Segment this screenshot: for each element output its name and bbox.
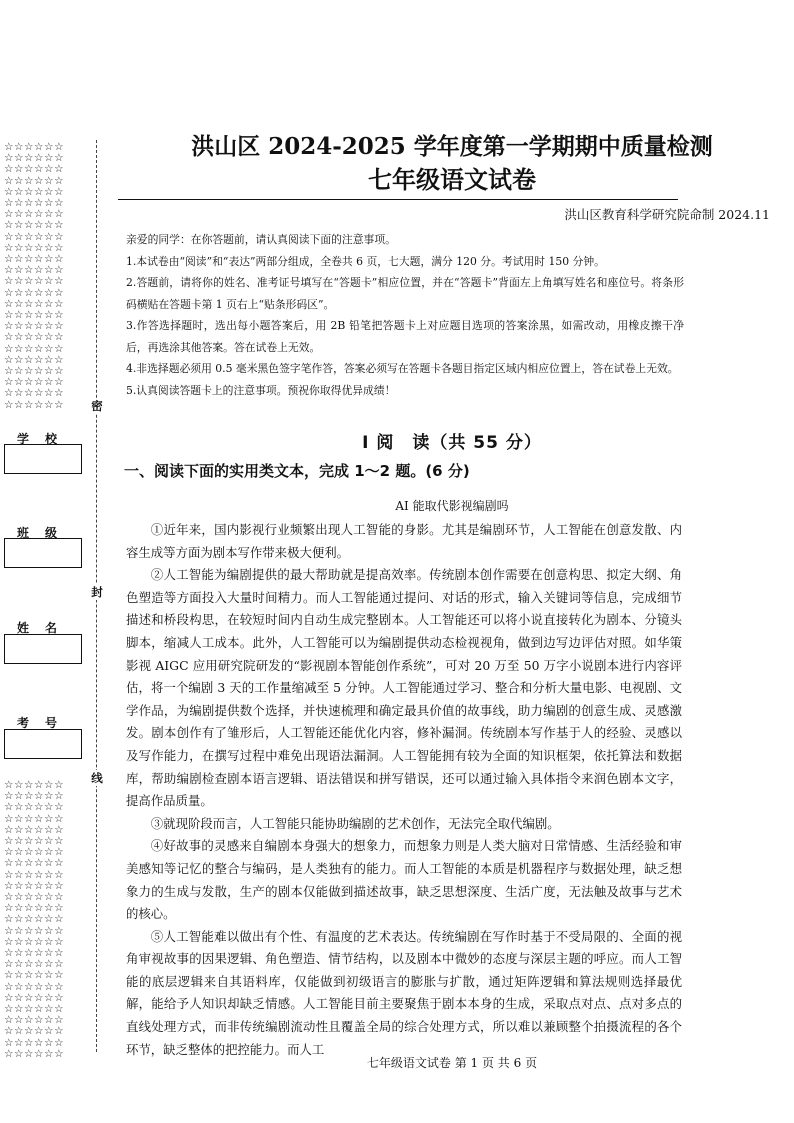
article-paragraph: ③就现阶段而言，人工智能只能协助编剧的艺术创作，无法完全取代编剧。 [150,815,560,831]
exam-number-label: 考号 [16,716,73,730]
article-paragraph: ②人工智能为编剧提供的最大帮助就是提高效率。传统剧本创作需要在创意构思、拟定大纲、角色塑造等方面投入大量时间精力。而人工智能通过提问、对话的形式，输入关键词等信息，完成细节描述和桥段构思，在较短时间内自动生成完整剧本。人工智能还可以将小说直接转化为剧本、分镜头脚本，缩减人工成本。此外，人工智能可以为编剧提供动态检视视角，做到边写边评估对照。如华策影视 AIGC 应用研究院研发的“影视剧本智能创作系统”，可对 20 万至 50 万字小说剧本进行内容评估，将一个编剧 3 天的工作量缩减至 5 分钟。人工智能通过学习、整合和分析大量电影、电视剧、文学作品，为编剧提供数个选择，并快速梳理和确定最具价值的故事线，助力编剧的创意生成、灵感激发。剧本创作有了雏形后，人工智能还能优化内容，修补漏洞。传统剧本写作基于人的经验、灵感以及写作能力，在撰写过程中难免出现语法漏洞。人工智能拥有较为全面的知识框架，依托算法和数据库，帮助编剧检查剧本语言逻辑、语法错误和拼写错误，还可以通过输入具体指令来润色剧本文字，提高作品质量。 [126,567,682,809]
exam-subtitle: 七年级语文试卷 [368,165,536,194]
seal-char-mi: 密 [89,398,105,414]
exam-title: 洪山区 2024-2025 学年度第一学期期中质量检测 [191,133,713,160]
instruction-item: 4.非选择题必须用 0.5 毫米黑色签字笔作答，答案必须写在答题卡各题目指定区域内相应位置上，答在试卷上无效。 [126,362,679,375]
class-field[interactable] [4,538,82,568]
instructions [126,229,684,401]
exam-number-field[interactable] [4,729,82,759]
article-paragraph: ①近年来，国内影视行业频繁出现人工智能的身影。尤其是编剧环节，人工智能在创意发散、内容生成等方面为剧本写作带来极大便利。 [126,522,682,560]
name-field[interactable] [4,634,82,664]
instruction-item: 5.认真阅读答题卡上的注意事项。预祝你取得优异成绩！ [126,383,396,397]
section-heading: 一、阅读下面的实用类文本，完成 1～2 题。(6 分) [124,462,470,480]
publisher-line: 洪山区教育科学研究院命制 2024.11 [564,207,770,222]
class-label: 班级 [16,526,73,540]
instruction-item: 3.作答选择题时，选出每小题答案后，用 2B 铅笔把答题卡上对应题目选项的答案涂黑，如需改动，用橡皮擦干净后，再选涂其他答案。答在试卷上无效。 [126,319,684,354]
article-title: AI 能取代影视编剧吗 [395,499,509,513]
instruction-item: 2.答题前，请将你的姓名、准考证号填写在“答题卡”相应位置，并在“答题卡”背面左上角填写姓名和座位号。将条形码横贴在答题卡第 1 页右上“贴条形码区”。 [126,276,684,311]
school-label: 学校 [16,432,73,446]
title-rule [118,199,678,200]
part-heading: Ⅰ 阅 读（共 55 分） [362,433,542,453]
star-border-top: ☆☆☆☆☆☆ ☆☆☆☆☆☆ ☆☆☆☆☆☆ ☆☆☆☆☆☆ ☆☆☆☆☆☆ ☆☆☆☆☆☆ ☆☆☆☆☆☆ ☆☆☆☆☆☆ ☆☆☆☆☆☆ ☆☆☆☆☆☆ ☆☆☆☆☆☆ ☆☆☆☆☆☆ ☆☆☆☆☆☆ ☆☆☆☆☆☆ ☆☆☆☆☆☆ ☆☆☆☆☆☆ ☆☆☆☆☆☆ ☆☆☆☆☆☆ ☆☆☆☆☆☆ ☆☆☆☆☆☆ ☆☆☆☆☆☆ ☆☆☆☆☆☆ ☆☆☆☆☆☆ ☆☆☆☆☆☆ [4,141,65,411]
article-body [126,519,682,1061]
seal-char-xian: 线 [89,770,105,786]
page-footer: 七年级语文试卷 第 1 页 共 6 页 [366,1056,538,1070]
instructions-intro: 亲爱的同学：在你答题前，请认真阅读下面的注意事项。 [126,233,396,246]
article-paragraph: ④好故事的灵感来自编剧本身强大的想象力，而想象力则是人类大脑对日常情感、生活经验和审美感知等记忆的整合与编码，是人类独有的能力。而人工智能的本质是机器程序与数据处理，缺乏想象力的生成与发散，生产的剧本仅能做到描述故事，缺乏思想深度、生活广度，无法触及故事与艺术的核心。 [126,838,682,922]
seal-char-feng: 封 [89,584,105,600]
star-border-bottom: ☆☆☆☆☆☆ ☆☆☆☆☆☆ ☆☆☆☆☆☆ ☆☆☆☆☆☆ ☆☆☆☆☆☆ ☆☆☆☆☆☆ ☆☆☆☆☆☆ ☆☆☆☆☆☆ ☆☆☆☆☆☆ ☆☆☆☆☆☆ ☆☆☆☆☆☆ ☆☆☆☆☆☆ ☆☆☆☆☆☆ ☆☆☆☆☆☆ ☆☆☆☆☆☆ ☆☆☆☆☆☆ ☆☆☆☆☆☆ ☆☆☆☆☆☆ ☆☆☆☆☆☆ ☆☆☆☆☆☆ ☆☆☆☆☆☆ ☆☆☆☆☆☆ ☆☆☆☆☆☆ ☆☆☆☆☆☆ ☆☆☆☆☆☆ [4,779,65,1060]
name-label: 姓名 [16,621,73,635]
article-paragraph: ⑤人工智能难以做出有个性、有温度的艺术表达。传统编剧在写作时基于不受局限的、全面的视角审视故事的因果逻辑、角色塑造、情节结构，以及剧本中微妙的态度与深层主题的呼应。而人工智能的底层逻辑来自其语料库，仅能做到初级语言的膨胀与扩散，通过矩阵逻辑和算法规则选择最优解，能给予人知识却缺乏情感。人工智能目前主要聚焦于剧本本身的生成，采取点对点、点对多点的直线处理方式，而非传统编剧流动性且覆盖全局的综合处理方式，所以难以兼顾整个拍摄流程的各个环节，缺乏整体的把控能力。而人工 [126,928,682,1057]
instruction-item: 1.本试卷由“阅读”和“表达”两部分组成，全卷共 6 页，七大题，满分 120 分。考试用时 150 分钟。 [126,254,605,268]
school-field[interactable] [4,444,82,474]
